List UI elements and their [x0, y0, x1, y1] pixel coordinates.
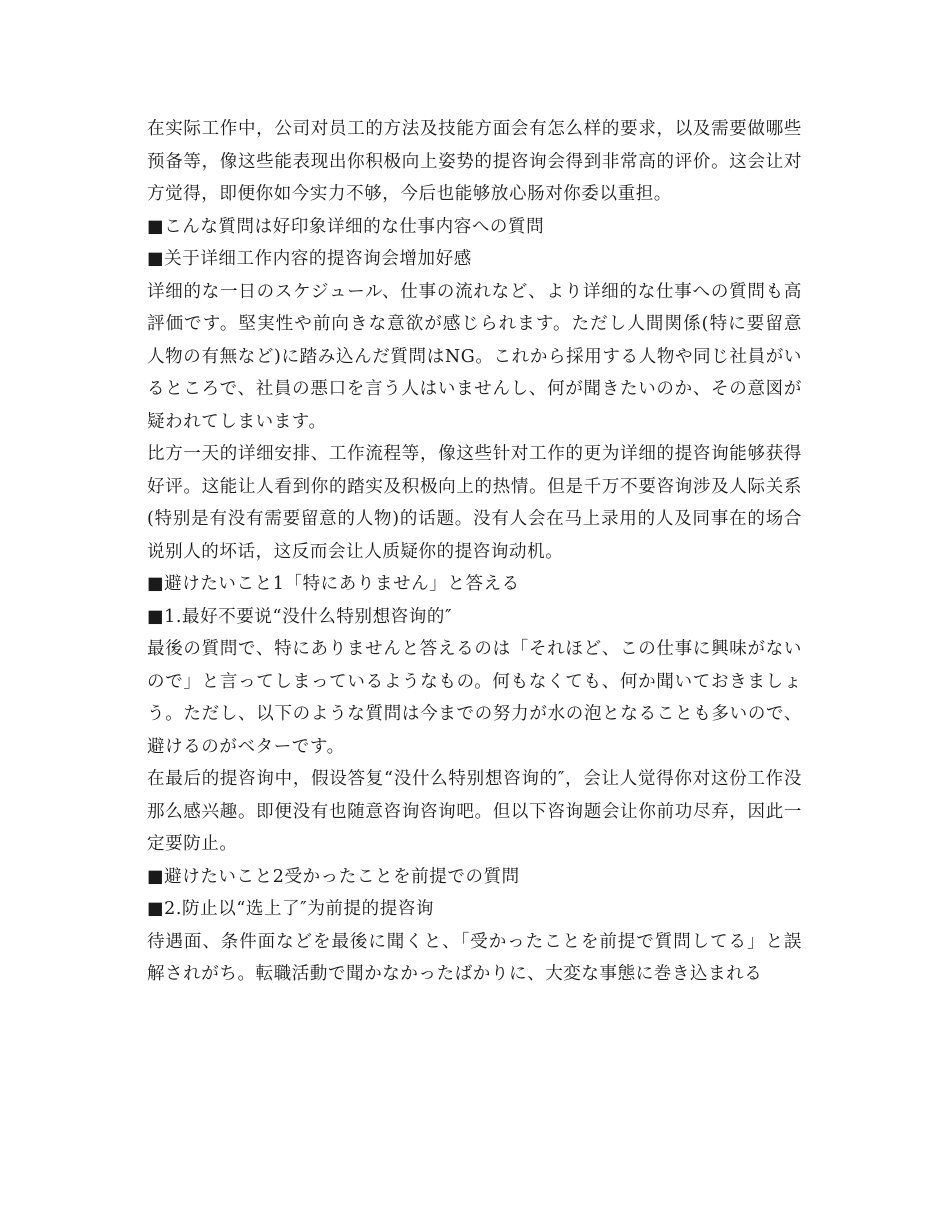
- paragraph-avoid-1-jp: 最後の質問で、特にありませんと答えるのは「それほど、この仕事に興味がないので」と言ってしまっているようなもの。何もなくても、何か聞いておきましょう。ただし、以下のような質問は今までの努力が水の泡となることも多いので、避けるのがベターです。: [147, 639, 802, 757]
- document-body: [147, 113, 802, 991]
- paragraph-avoid-2-jp: 待遇面、条件面などを最後に聞くと、「受かったことを前提で質問してる」と誤解されがち。転職活動で聞かなかったばかりに、大変な事態に巻き込まれる: [147, 931, 802, 984]
- heading-avoid-2-cn: ■2.防止以“选上了″为前提的提咨询: [147, 899, 435, 919]
- heading-avoid-2-jp: ■避けたいこと2受かったことを前提での質問: [147, 866, 520, 887]
- heading-good-question-jp: ■こんな質問は好印象详细的な仕事内容への質問: [147, 216, 545, 237]
- paragraph-detail-cn: 比方一天的详细安排、工作流程等，像这些针对工作的更为详细的提咨询能够获得好评。这能让人看到你的踏实及积极向上的热情。但是千万不要咨询涉及人际关系(特别是有没有需要留意的人物)的话题。没有人会在马上录用的人及同事在的场合说别人的坏话，这反而会让人质疑你的提咨询动机。: [147, 444, 802, 562]
- heading-avoid-1-cn: ■1.最好不要说“没什么特别想咨询的″: [147, 606, 453, 627]
- paragraph-detail-jp: 详细的な一日のスケジュール、仕事の流れなど、より详细的な仕事への質問も高評価です。堅実性や前向きな意欲が感じられます。ただし人間関係(特に要留意人物の有無など)に踏み込んだ質問はNG。これから採用する人物や同じ社員がいるところで、社員の悪口を言う人はいませんし、何が聞きたいのか、その意図が疑われてしまいます。: [147, 281, 802, 432]
- heading-avoid-1-jp: ■避けたいこと1「特にありません」と答える: [147, 574, 520, 594]
- heading-good-question-cn: ■关于详细工作内容的提咨询会增加好感: [147, 249, 472, 269]
- paragraph-intro: 在实际工作中，公司对员工的方法及技能方面会有怎么样的要求，以及需要做哪些预备等，像这些能表现出你积极向上姿势的提咨询会得到非常高的评价。这会让对方觉得，即便你如今实力不够，今后也能够放心肠对你委以重担。: [147, 119, 802, 204]
- paragraph-avoid-1-cn: 在最后的提咨询中，假设答复“没什么特别想咨询的″，会让人觉得你对这份工作没那么感兴趣。即便没有也随意咨询咨询吧。但以下咨询题会让你前功尽弃，因此一定要防止。: [147, 769, 802, 854]
